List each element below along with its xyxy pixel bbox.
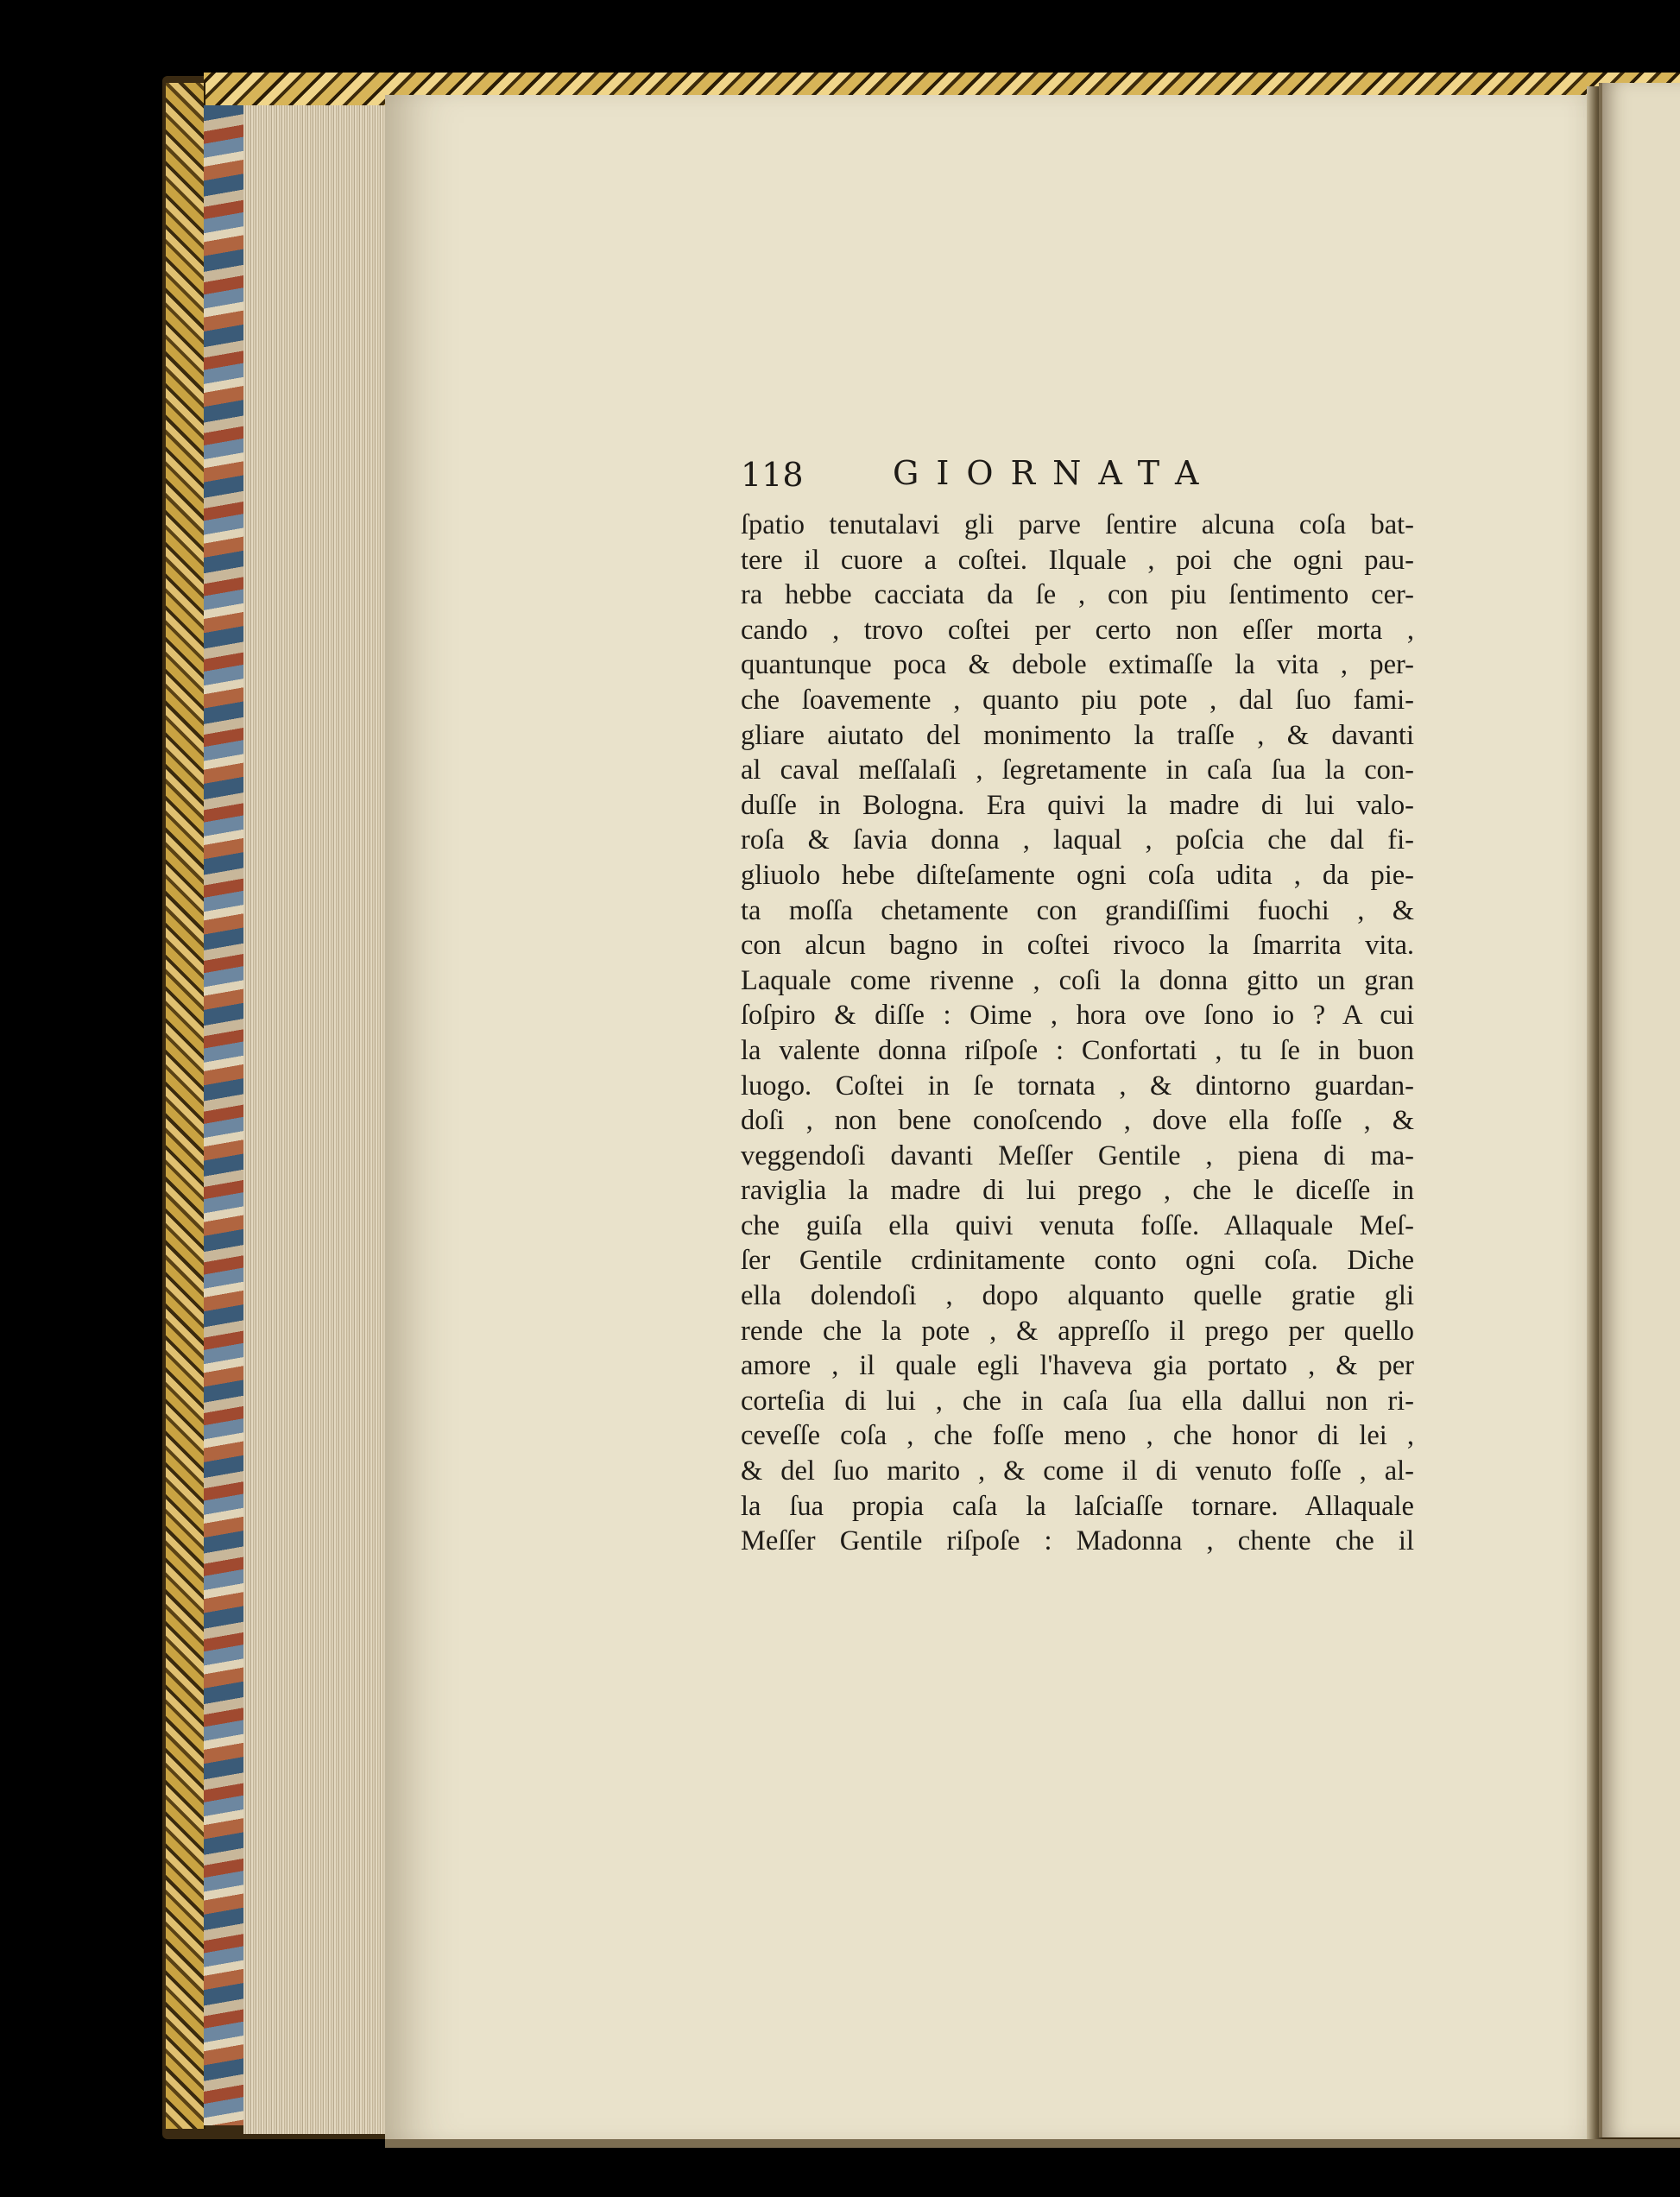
page-number: 118	[741, 456, 804, 494]
text-line: quantunque poca & debole extimaſſe la vita , per-	[741, 649, 1414, 681]
text-line: ſer Gentile crdinitamente conto ogni coſa. Diche	[741, 1245, 1414, 1277]
page-bottom-edge	[385, 2139, 1680, 2148]
text-line: amore , il quale egli l'haveva gia portato , & per	[741, 1350, 1414, 1382]
text-line: al caval meſſalaſi , ſegretamente in caſa ſua la con-	[741, 754, 1414, 786]
text-line: doſi , non bene conoſcendo , dove ella foſſe , &	[741, 1105, 1414, 1137]
text-line: veggendoſi davanti Meſſer Gentile , piena di ma-	[741, 1140, 1414, 1171]
running-head-title: GIORNATA	[893, 454, 1216, 492]
text-line: corteſia di lui , che in caſa ſua ella dallui non ri-	[741, 1385, 1414, 1417]
text-line: gliuolo hebe diſteſamente ogni coſa udita , da pie-	[741, 859, 1414, 891]
facing-page-edge	[1599, 83, 1680, 2137]
text-line: raviglia la madre di lui prego , che le diceſſe in	[741, 1175, 1414, 1207]
text-line: ra hebbe cacciata da ſe , con piu ſentimento cer-	[741, 579, 1414, 611]
text-line: ella dolendoſi , dopo alquanto quelle gratie gli	[741, 1280, 1414, 1312]
text-line: che guiſa ella quivi venuta foſſe. Allaquale Meſ-	[741, 1209, 1414, 1241]
text-line: Meſſer Gentile riſpoſe : Madonna , chente che il	[741, 1525, 1414, 1557]
text-line: & del ſuo marito , & come il di venuto foſſe , al-	[741, 1455, 1414, 1487]
text-line: con alcun bagno in coſtei rivoco la ſmarrita vita.	[741, 930, 1414, 962]
text-line: ceveſſe coſa , che foſſe meno , che honor di lei ,	[741, 1420, 1414, 1452]
text-line: che ſoavemente , quanto piu pote , dal ſuo fami-	[741, 684, 1414, 716]
text-line: duſſe in Bologna. Era quivi la madre di lui valo-	[741, 789, 1414, 821]
text-line: ta moſſa chetamente con grandiſſimi fuochi , &	[741, 894, 1414, 926]
text-line: gliare aiutato del monimento la traſſe , & davanti	[741, 719, 1414, 751]
text-line: ſoſpiro & diſſe : Oime , hora ove ſono io ? A cui	[741, 1000, 1414, 1032]
text-line: cando , trovo coſtei per certo non eſſer morta ,	[741, 614, 1414, 646]
text-line: roſa & ſavia donna , laqual , poſcia che dal fi-	[741, 824, 1414, 856]
text-line: rende che la pote , & appreſſo il prego per quello	[741, 1315, 1414, 1347]
text-line: tere il cuore a coſtei. Ilquale , poi che ogni pau-	[741, 544, 1414, 576]
text-line: luogo. Coſtei in ſe tornata , & dintorno guardan-	[741, 1070, 1414, 1102]
text-line: la valente donna riſpoſe : Confortati , tu ſe in buon	[741, 1034, 1414, 1066]
body-text	[741, 508, 1414, 1559]
marbled-endpaper-edge	[204, 105, 245, 2125]
text-line: ſpatio tenutalavi gli parve ſentire alcuna coſa bat-	[741, 509, 1414, 540]
text-line: la ſua propia caſa la laſciaſſe tornare. Allaquale	[741, 1490, 1414, 1522]
running-head	[741, 456, 1414, 504]
gold-tooled-border-left	[166, 83, 205, 2129]
text-line: Laquale come rivenne , coſi la donna gitto un gran	[741, 964, 1414, 996]
text-block	[741, 456, 1414, 1559]
